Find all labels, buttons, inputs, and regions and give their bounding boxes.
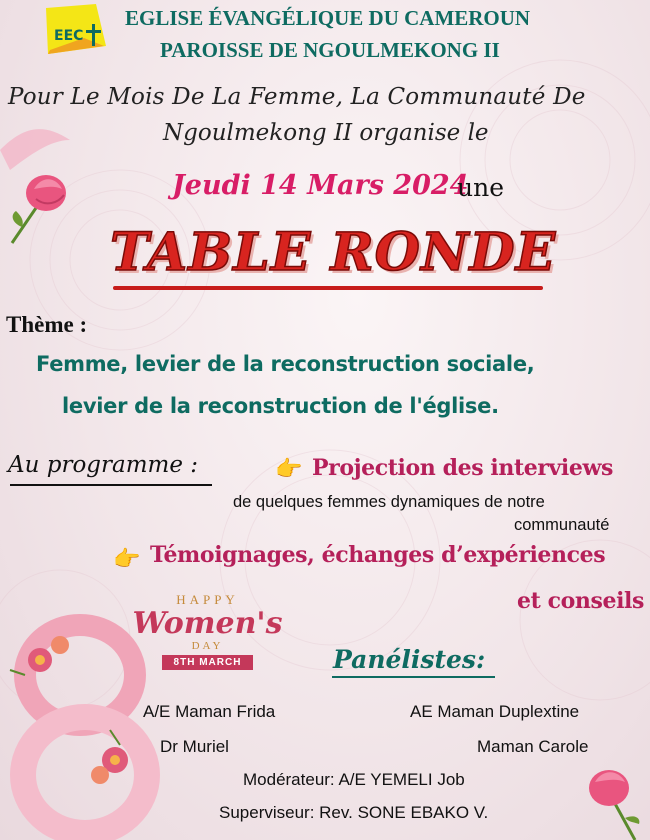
event-title: TABLE RONDE: [110, 222, 557, 283]
panelist-name: A/E Maman Frida: [143, 702, 276, 721]
panelist-name: AE Maman Duplextine: [410, 702, 580, 721]
theme-line-2: levier de la reconstruction de l'église.: [62, 394, 499, 418]
panelist-name: Dr Muriel: [160, 737, 229, 756]
panelists-title: Panélistes:: [333, 645, 486, 674]
parish-name: PAROISSE DE NGOULMEKONG II: [160, 38, 500, 62]
rose-icon: [4, 165, 74, 245]
title-underline: [113, 286, 543, 290]
programme-item-title: Projection des interviews: [312, 455, 613, 481]
womens-day-women: Women's: [132, 606, 283, 641]
supervisor: Superviseur: Rev. SONE EBAKO V.: [219, 803, 489, 822]
church-name: EGLISE ÉVANGÉLIQUE DU CAMEROUN: [125, 6, 531, 30]
intro-line-2: Ngoulmekong II organise le: [163, 120, 489, 146]
event-date: Jeudi 14 Mars 2024: [172, 170, 469, 201]
intro-line-1: Pour Le Mois De La Femme, La Communauté De: [8, 84, 586, 110]
womens-day-date: 8TH MARCH: [162, 655, 254, 670]
theme-label: Thème :: [6, 312, 88, 337]
programme-item-desc-line-2: communauté: [514, 516, 610, 534]
theme-line-1: Femme, levier de la reconstruction sociale,: [36, 352, 535, 376]
pointing-hand-icon: 👉: [113, 546, 141, 571]
event-article: une: [457, 173, 504, 202]
pointing-hand-icon: 👉: [275, 456, 303, 481]
programme-item-title-cont: et conseils: [517, 588, 644, 614]
programme-label: Au programme :: [8, 452, 199, 478]
programme-underline: [10, 484, 212, 486]
womens-day-day: DAY: [191, 640, 224, 652]
programme-item-desc-line-1: de quelques femmes dynamiques de notre: [233, 493, 545, 511]
panelist-name: Maman Carole: [477, 737, 589, 756]
church-logo: [44, 2, 108, 58]
womens-day-happy: HAPPY: [176, 592, 239, 607]
moderator: Modérateur: A/E YEMELI Job: [243, 770, 465, 789]
programme-item-title: Témoignages, échanges d’expériences: [150, 542, 606, 568]
svg-text:EEC: EEC: [54, 28, 84, 44]
panelists-underline: [332, 676, 495, 678]
rose-icon: [575, 760, 650, 840]
